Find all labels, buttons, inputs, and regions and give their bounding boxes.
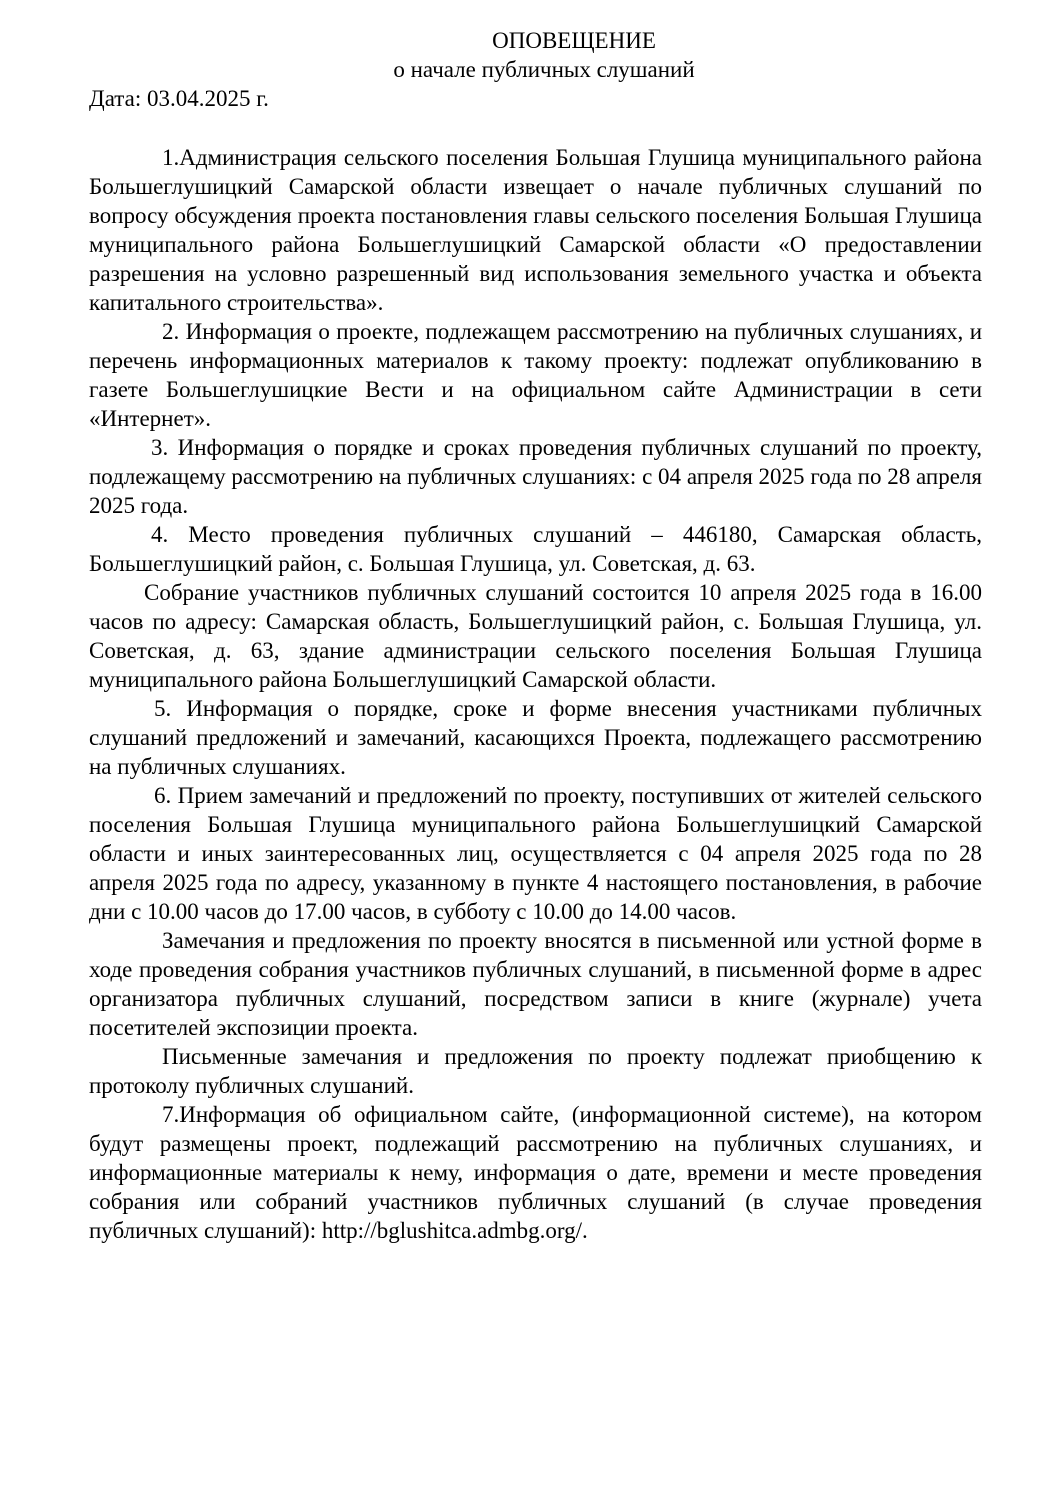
paragraph-2: 2. Информация о проекте, подлежащем рассмотрению на публичных слушаниях, и перечень информационных материалов к такому проекту: подлежат опубликованию в газете Большеглушицкие Вести и на официальном сайте Администрации в сети «Интернет». (89, 319, 982, 431)
paragraph-4: 4. Место проведения публичных слушаний – 446180, Самарская область, Большеглушицкий район, с. Большая Глушица, ул. Советская, д. 63. (89, 522, 982, 576)
document-date: Дата: 03.04.2025 г. (89, 86, 269, 111)
document-title: ОПОВЕЩЕНИЕ (492, 28, 656, 53)
paragraph-7: 7.Информация об официальном сайте, (информационной системе), на котором будут размещены проект, подлежащий рассмотрению на публичных слушаниях, и информационные материалы к нему, информация о дате, времени и месте проведения собрания или собраний участников публичных слушаний (в случае проведения публичных слушаний): http://bglushitca.admbg.org/. (89, 1102, 982, 1243)
paragraph-written-remarks: Письменные замечания и предложения по проекту подлежат приобщению к протоколу публичных слушаний. (89, 1044, 982, 1098)
paragraph-remarks: Замечания и предложения по проекту вносятся в письменной или устной форме в ходе проведения собрания участников публичных слушаний, в письменной форме в адрес организатора публичных слушаний, посредством записи в книге (журнале) учета посетителей экспозиции проекта. (89, 928, 982, 1040)
paragraph-3: 3. Информация о порядке и сроках проведения публичных слушаний по проекту, подлежащему рассмотрению на публичных слушаниях: с 04 апреля 2025 года по 28 апреля 2025 года. (89, 435, 982, 518)
paragraph-meeting: Собрание участников публичных слушаний состоится 10 апреля 2025 года в 16.00 часов по адресу: Самарская область, Большеглушицкий район, с. Большая Глушица, ул. Советская, д. 63, здание администрации сельского поселения Большая Глушица муниципального района Большеглушицкий Самарской области. (89, 580, 982, 692)
document-body (89, 143, 982, 1245)
document-subtitle: о начале публичных слушаний (393, 57, 695, 82)
paragraph-6: 6. Прием замечаний и предложений по проекту, поступивших от жителей сельского поселения Большая Глушица муниципального района Большеглушицкий Самарской области и иных заинтересованных лиц, осуществляется с 04 апреля 2025 года по 28 апреля 2025 года по адресу, указанному в пункте 4 настоящего постановления, в рабочие дни с 10.00 часов до 17.00 часов, в субботу с 10.00 до 14.00 часов. (89, 783, 982, 924)
paragraph-1: 1.Администрация сельского поселения Большая Глушица муниципального района Большеглушицкий Самарской области извещает о начале публичных слушаний по вопросу обсуждения проекта постановления главы сельского поселения Большая Глушица муниципального района Большеглушицкий Самарской области «О предоставлении разрешения на условно разрешенный вид использования земельного участка и объекта капитального строительства». (89, 145, 982, 315)
paragraph-5: 5. Информация о порядке, сроке и форме внесения участниками публичных слушаний предложений и замечаний, касающихся Проекта, подлежащего рассмотрению на публичных слушаниях. (89, 696, 982, 779)
